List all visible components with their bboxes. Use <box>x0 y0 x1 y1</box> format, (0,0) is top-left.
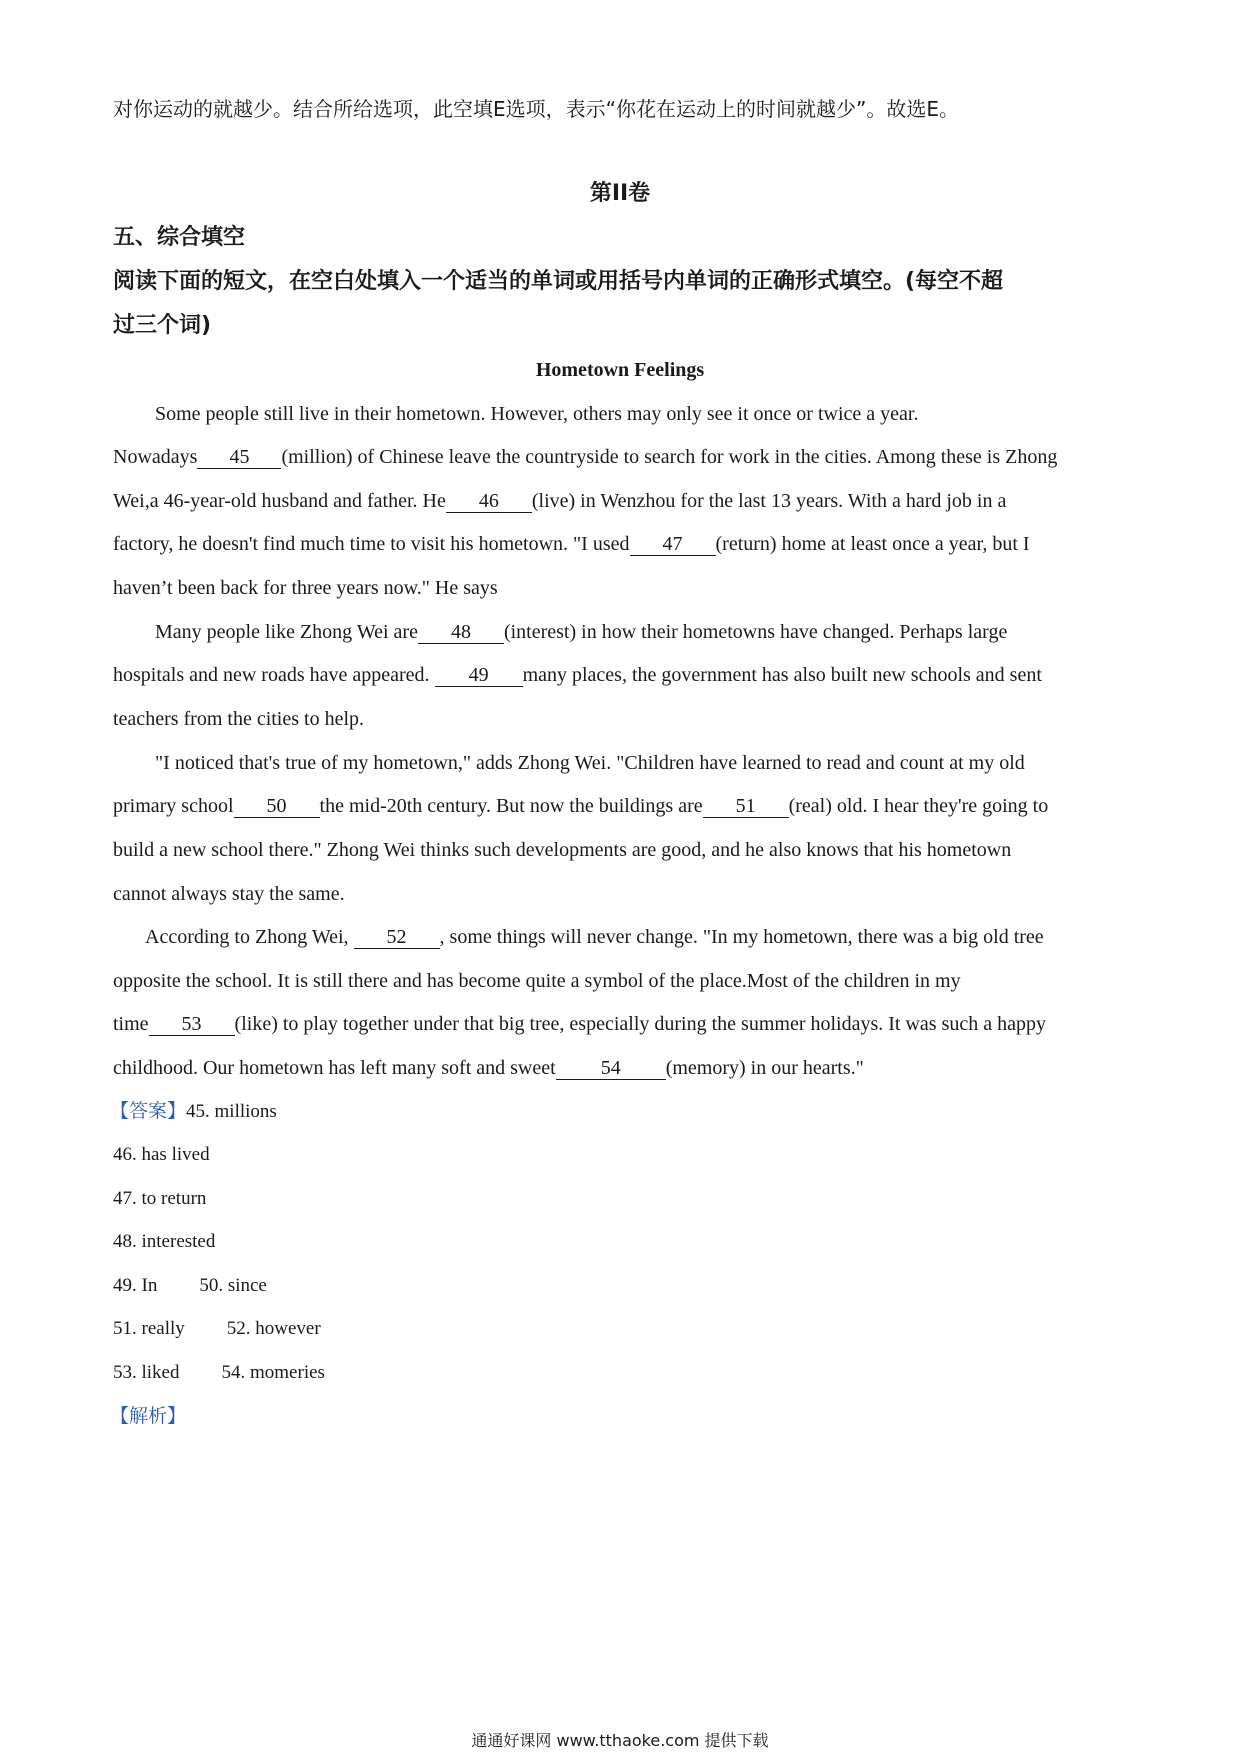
analysis-tag: 【解析】 <box>110 1405 187 1427</box>
passage-text: According to Zhong Wei, <box>145 926 349 948</box>
answer-line <box>113 1360 325 1386</box>
section-heading: 五、综合填空 <box>113 225 246 250</box>
answer-53: 53. liked <box>113 1362 180 1383</box>
answer-47: 47. to return <box>113 1188 207 1209</box>
answer-line <box>113 1316 321 1342</box>
blank-45[interactable]: 45 <box>197 446 281 469</box>
blank-48[interactable]: 48 <box>418 621 504 644</box>
passage-text: (live) in Wenzhou for the last 13 years. With a hard job in a <box>531 490 1007 512</box>
passage-line: Some people still live in their hometown. However, others may only see it once or twice a year. <box>155 403 919 425</box>
blank-49[interactable]: 49 <box>435 664 523 687</box>
answer-48: 48. interested <box>113 1231 216 1252</box>
page-footer: 通通好课网 www.tthaoke.com 提供下载 <box>471 1731 769 1750</box>
blank-46[interactable]: 46 <box>446 490 532 513</box>
passage-line: "I noticed that's true of my hometown," adds Zhong Wei. "Children have learned to read and count at my old <box>155 752 1025 774</box>
passage-title: Hometown Feelings <box>535 359 705 381</box>
passage-text: time <box>113 1013 149 1035</box>
answer-line <box>110 1098 277 1125</box>
passage-line <box>145 924 1044 950</box>
passage-text: Nowadays <box>113 446 198 468</box>
passage-line <box>113 444 1057 470</box>
passage-line: cannot always stay the same. <box>113 883 345 905</box>
passage-text: hospitals and new roads have appeared. <box>113 664 430 686</box>
passage-text: factory, he doesn't find much time to visit his hometown. "I used <box>113 533 630 555</box>
answer-line <box>113 1273 267 1299</box>
passage-text: Wei,a 46-year-old husband and father. He <box>113 490 446 512</box>
analysis-line <box>110 1403 186 1429</box>
blank-53[interactable]: 53 <box>149 1013 235 1036</box>
passage-line: build a new school there." Zhong Wei thinks such developments are good, and he also knows that his hometown <box>113 839 1012 861</box>
blank-51[interactable]: 51 <box>703 795 789 818</box>
passage-text: (real) old. I hear they're going to <box>788 795 1049 817</box>
passage-line <box>113 662 1042 688</box>
passage-line <box>113 1055 864 1081</box>
blank-54[interactable]: 54 <box>556 1057 666 1080</box>
blank-47[interactable]: 47 <box>630 533 716 556</box>
answer-51: 51. really <box>113 1318 185 1339</box>
answer-52: 52. however <box>226 1318 321 1339</box>
passage-text: (memory) in our hearts." <box>665 1057 864 1079</box>
passage-line <box>113 488 1006 514</box>
blank-50[interactable]: 50 <box>234 795 320 818</box>
instructions-line-1: 阅读下面的短文，在空白处填入一个适当的单词或用括号内单词的正确形式填空。(每空不超 <box>113 269 1004 294</box>
answer-tag: 【答案】 <box>110 1100 187 1122</box>
passage-line: haven’t been back for three years now." He says <box>113 577 498 599</box>
passage-line: teachers from the cities to help. <box>113 708 365 730</box>
passage-text: many places, the government has also built new schools and sent <box>522 664 1042 686</box>
passage-line <box>155 619 1007 645</box>
passage-text: (interest) in how their hometowns have changed. Perhaps large <box>503 621 1008 643</box>
passage-line <box>113 531 1030 557</box>
answer-49: 49. In <box>113 1275 158 1296</box>
answer-50: 50. since <box>199 1275 267 1296</box>
passage-text: childhood. Our hometown has left many soft and sweet <box>113 1057 556 1079</box>
passage-text: Many people like Zhong Wei are <box>155 621 418 643</box>
previous-explanation: 对你运动的就越少。结合所给选项，此空填E选项，表示“你花在运动上的时间就越少”。故选E。 <box>113 97 959 121</box>
instructions-line-2: 过三个词) <box>113 313 212 338</box>
passage-text: (like) to play together under that big tree, especially during the summer holidays. It was such a happy <box>234 1013 1046 1035</box>
volume-title: 第II卷 <box>589 181 651 206</box>
passage-text: primary school <box>113 795 234 817</box>
passage-text: the mid-20th century. But now the buildings are <box>319 795 703 817</box>
blank-52[interactable]: 52 <box>354 926 440 949</box>
answer-54: 54. momeries <box>221 1362 325 1383</box>
answer-45: 45. millions <box>186 1101 277 1122</box>
passage-text: (million) of Chinese leave the countryside to search for work in the cities. Among these is Zhong <box>281 446 1058 468</box>
passage-text: , some things will never change. "In my hometown, there was a big old tree <box>439 926 1044 948</box>
answer-46: 46. has lived <box>113 1144 210 1165</box>
passage-line <box>113 1011 1046 1037</box>
passage-line <box>113 793 1048 819</box>
passage-text: (return) home at least once a year, but I <box>715 533 1030 555</box>
passage-line: opposite the school. It is still there and has become quite a symbol of the place.Most of the children in my <box>113 970 961 992</box>
